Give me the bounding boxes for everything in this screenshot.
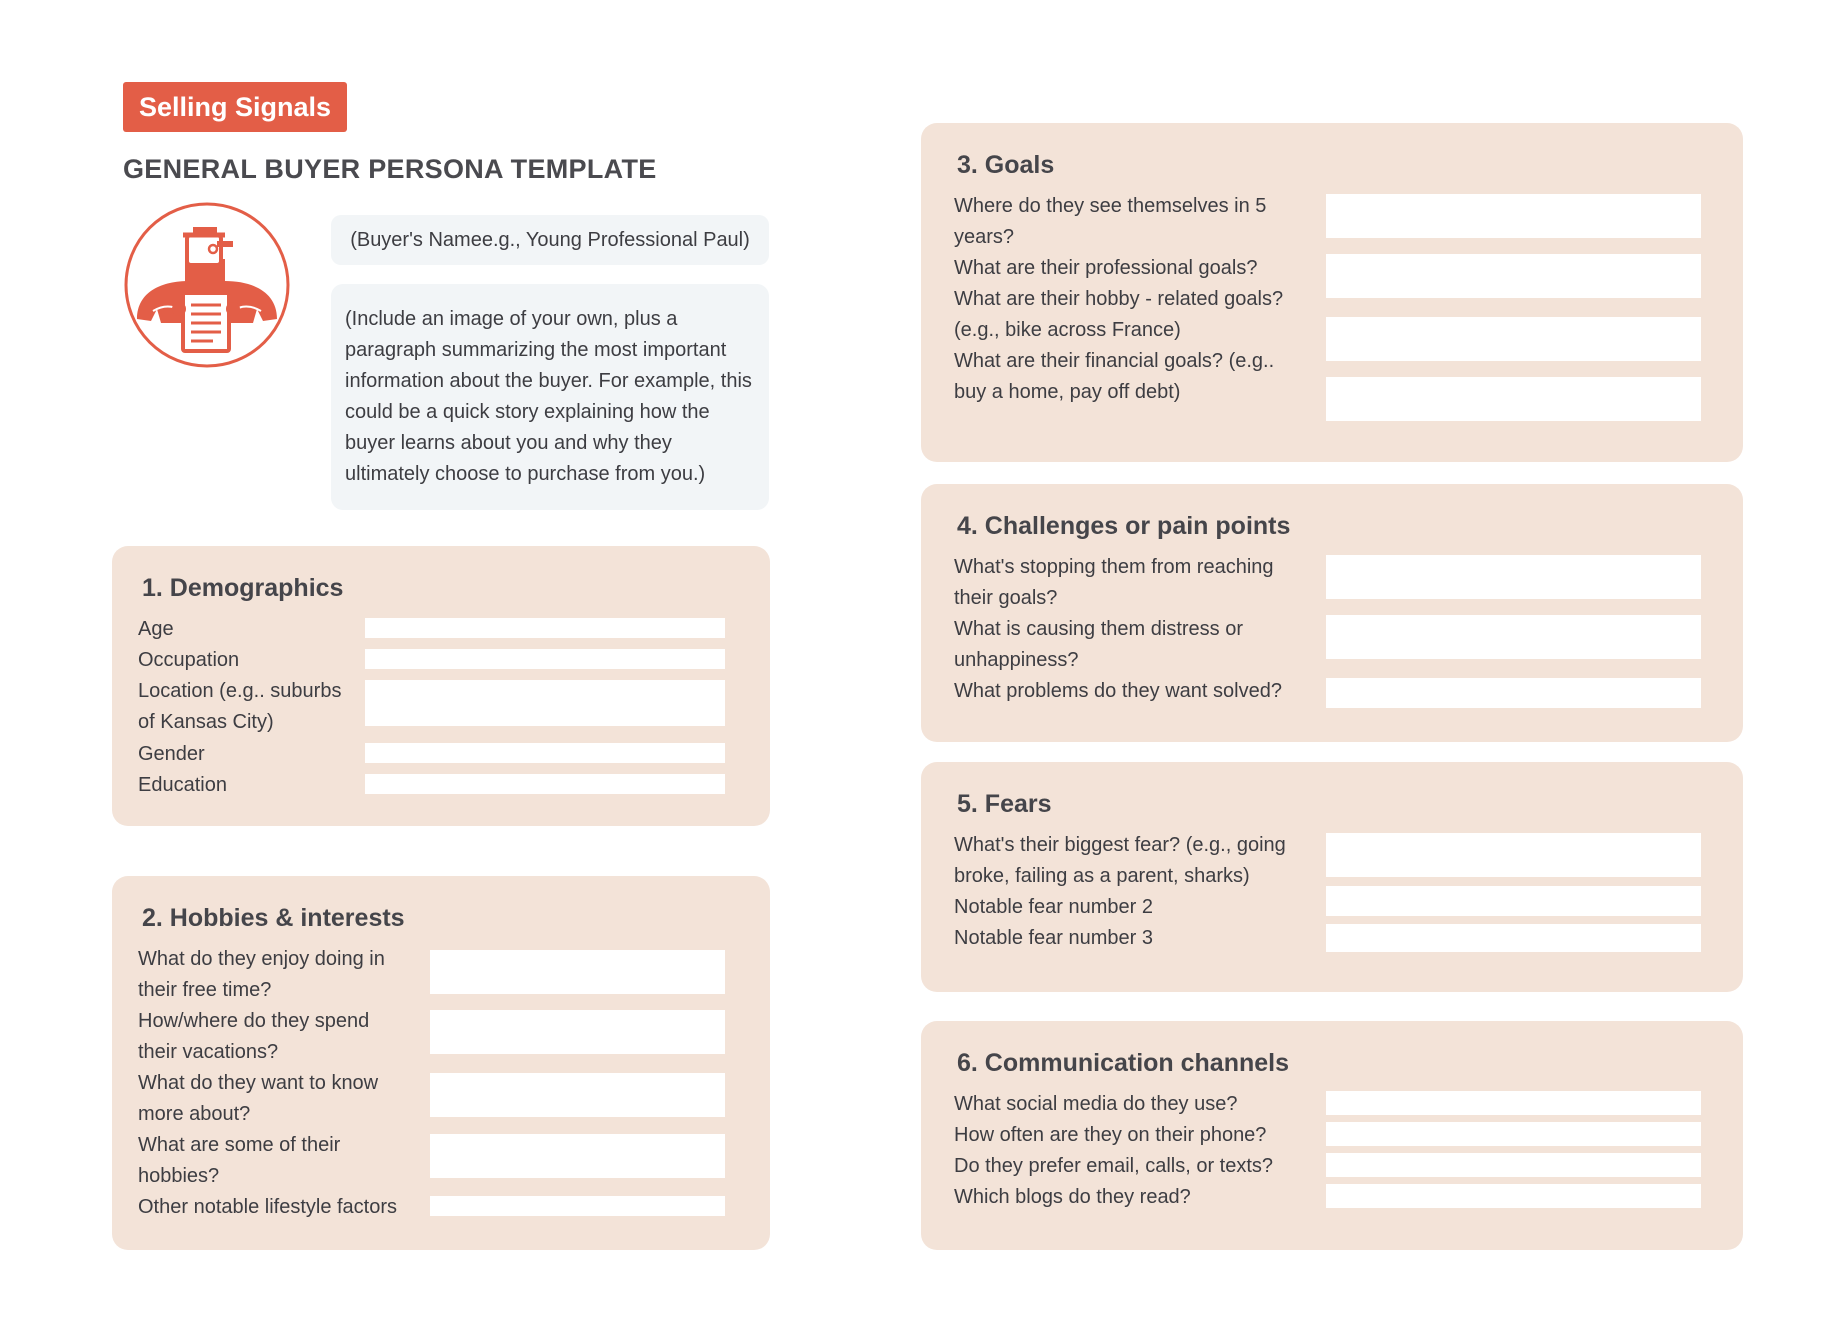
- professional-goals-input[interactable]: [1326, 254, 1701, 298]
- occupation-input[interactable]: [365, 649, 725, 669]
- page-title: GENERAL BUYER PERSONA TEMPLATE: [123, 154, 657, 184]
- contact-preference-label: Do they prefer email, calls, or texts?: [954, 1155, 1274, 1177]
- occupation-label: Occupation: [138, 649, 240, 671]
- financial-goals-input[interactable]: [1326, 377, 1701, 421]
- five-years-label: Where do they see themselves in 5 years?: [954, 195, 1267, 248]
- fear-two-label: Notable fear number 2: [954, 896, 1154, 918]
- biggest-fear-input[interactable]: [1326, 833, 1701, 877]
- financial-goals-label: What are their financial goals? (e.g.. buy a home, pay off debt): [954, 350, 1275, 403]
- vacations-label: How/where do they spend their vacations?: [138, 1010, 370, 1063]
- hobbies-input[interactable]: [430, 1134, 725, 1178]
- hobby-goals-label: What are their hobby - related goals? (e.g., bike across France): [954, 288, 1284, 341]
- professional-goals-label: What are their professional goals?: [954, 257, 1258, 279]
- social-media-input[interactable]: [1326, 1091, 1701, 1115]
- phone-label: How often are they on their phone?: [954, 1124, 1267, 1146]
- hobbies-card: [112, 876, 770, 1250]
- buyer-name-field[interactable]: (Buyer's Namee.g., Young Professional Paul): [331, 215, 769, 265]
- demographics-title: 1. Demographics: [142, 574, 344, 602]
- education-label: Education: [138, 774, 227, 796]
- vacations-input[interactable]: [430, 1010, 725, 1054]
- location-label: Location (e.g.. suburbs of Kansas City): [138, 680, 342, 733]
- age-label: Age: [138, 618, 174, 640]
- want-to-know-label: What do they want to know more about?: [138, 1072, 379, 1125]
- hobbies-label: What are some of their hobbies?: [138, 1134, 341, 1187]
- fears-title: 5. Fears: [957, 790, 1052, 818]
- five-years-input[interactable]: [1326, 194, 1701, 238]
- blogs-label: Which blogs do they read?: [954, 1186, 1191, 1208]
- distress-label: What is causing them distress or unhappiness?: [954, 618, 1243, 671]
- hobby-goals-input[interactable]: [1326, 317, 1701, 361]
- challenges-title: 4. Challenges or pain points: [957, 512, 1291, 540]
- challenges-card: [921, 484, 1743, 742]
- lifestyle-input[interactable]: [430, 1196, 725, 1216]
- brand-badge: Selling Signals: [123, 82, 347, 132]
- gender-input[interactable]: [365, 743, 725, 763]
- fear-three-input[interactable]: [1326, 924, 1701, 952]
- distress-input[interactable]: [1326, 615, 1701, 659]
- fear-two-input[interactable]: [1326, 886, 1701, 916]
- goals-card: [921, 123, 1743, 462]
- free-time-label: What do they enjoy doing in their free time?: [138, 948, 385, 1001]
- fears-card: [921, 762, 1743, 992]
- location-input[interactable]: [365, 680, 725, 726]
- want-to-know-input[interactable]: [430, 1073, 725, 1117]
- problems-label: What problems do they want solved?: [954, 680, 1282, 702]
- age-input[interactable]: [365, 618, 725, 638]
- communication-title: 6. Communication channels: [957, 1049, 1290, 1077]
- phone-input[interactable]: [1326, 1122, 1701, 1146]
- lifestyle-label: Other notable lifestyle factors: [138, 1196, 398, 1218]
- communication-card: [921, 1021, 1743, 1250]
- stopping-input[interactable]: [1326, 555, 1701, 599]
- stopping-label: What's stopping them from reaching their goals?: [954, 556, 1274, 609]
- blogs-input[interactable]: [1326, 1184, 1701, 1208]
- buyer-description-field[interactable]: (Include an image of your own, plus a paragraph summarizing the most important information about the buyer. For example, this could be a quick story explaining how the buyer learns about you and why they ultimately choose to purchase from you.): [331, 284, 769, 510]
- goals-title: 3. Goals: [957, 151, 1055, 179]
- education-input[interactable]: [365, 774, 725, 794]
- hobbies-title: 2. Hobbies & interests: [142, 904, 405, 932]
- fear-three-label: Notable fear number 3: [954, 927, 1154, 949]
- biggest-fear-label: What's their biggest fear? (e.g., going broke, failing as a parent, sharks): [954, 834, 1286, 887]
- person-with-document-icon: [123, 201, 291, 369]
- gender-label: Gender: [138, 743, 205, 765]
- free-time-input[interactable]: [430, 950, 725, 994]
- demographics-card: [112, 546, 770, 826]
- problems-input[interactable]: [1326, 678, 1701, 708]
- contact-preference-input[interactable]: [1326, 1153, 1701, 1177]
- social-media-label: What social media do they use?: [954, 1093, 1238, 1115]
